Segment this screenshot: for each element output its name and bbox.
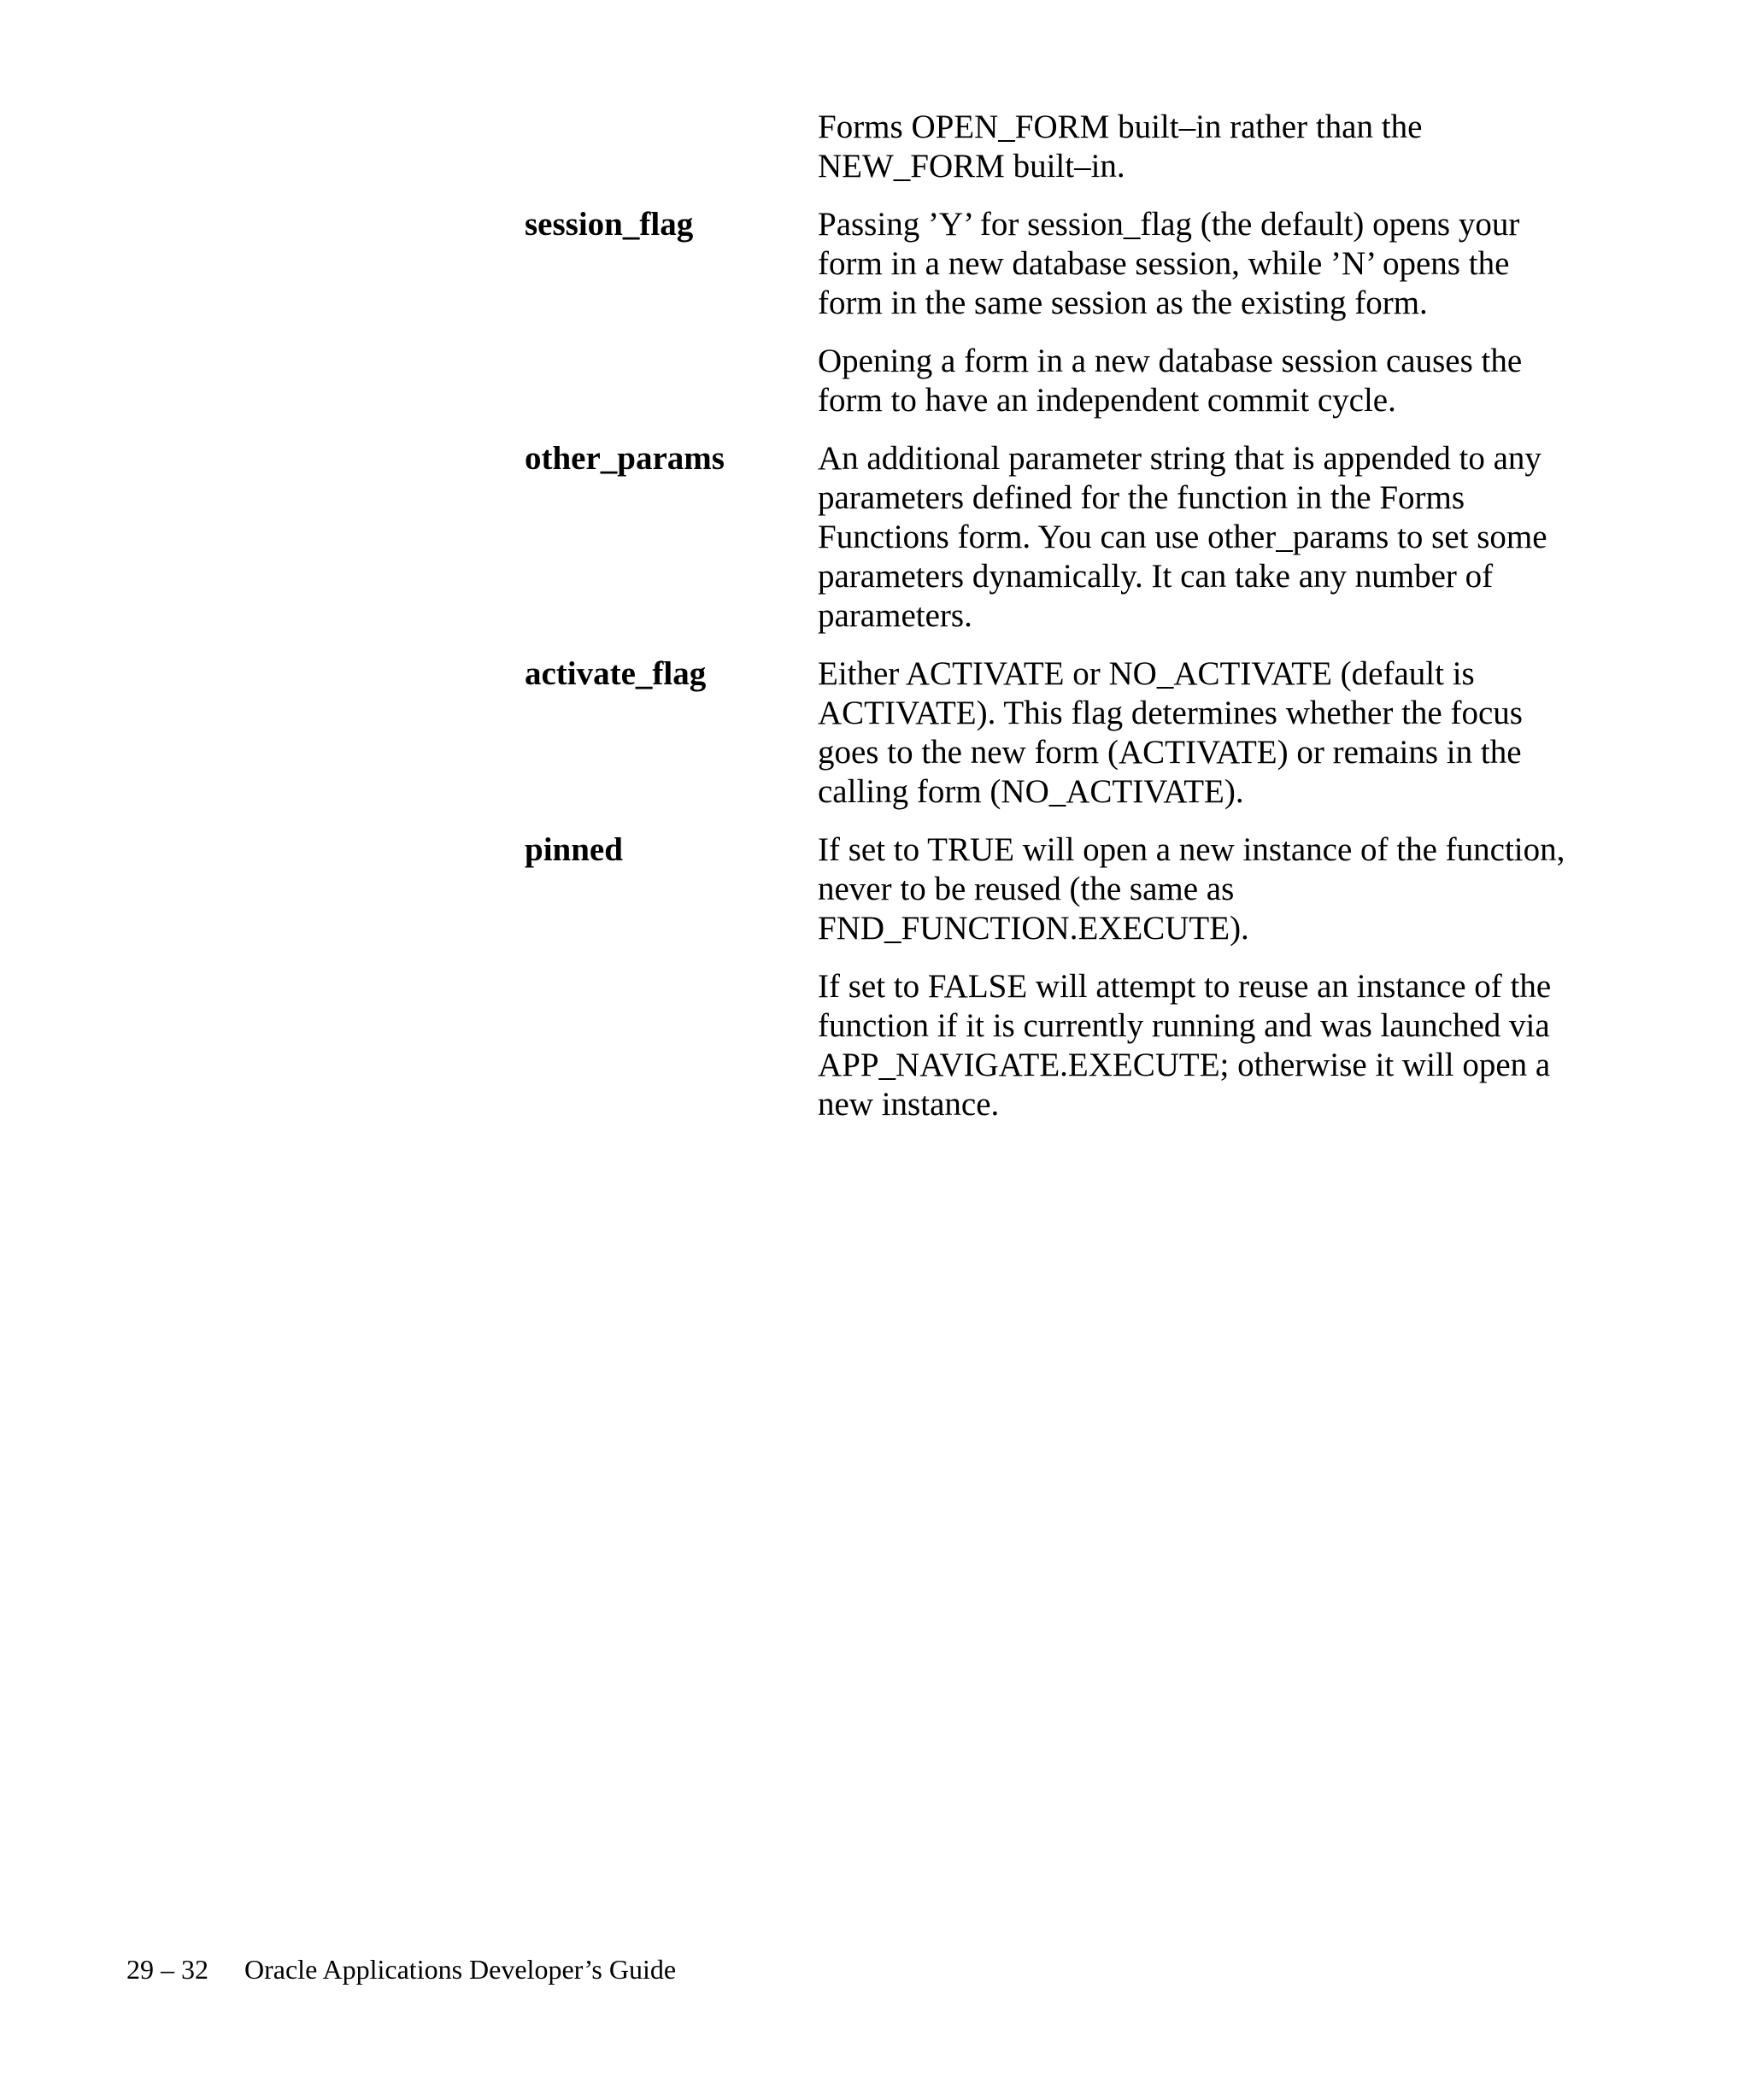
parameter-name: activate_flag — [525, 655, 707, 692]
description-paragraph: Either ACTIVATE or NO_ACTIVATE (default is ACTIVATE). This flag determines whether the focus goes to the new form (ACTIVATE) or remains in the calling form (NO_ACTIVATE). — [818, 655, 1523, 810]
parameter-name: pinned — [525, 831, 623, 868]
parameter-name: other_params — [525, 440, 725, 477]
parameter-entry-continuation — [525, 108, 1567, 186]
parameter-entry-pinned — [525, 830, 1567, 1124]
description-paragraph: Forms OPEN_FORM built–in rather than the NEW_FORM built–in. — [818, 109, 1423, 185]
book-title: Oracle Applications Developer’s Guide — [244, 1954, 677, 1985]
description-paragraph: An additional parameter string that is appended to any parameters defined for the function in the Forms Functions form. You can use other_params to set some parameters dynamically. It can take any number of parameters. — [818, 440, 1547, 634]
parameter-description — [818, 654, 1570, 812]
parameter-entry-other-params — [525, 439, 1567, 636]
parameter-entry-session-flag — [525, 205, 1567, 420]
description-paragraph: If set to TRUE will open a new instance of the function, never to be reused (the same as FND_FUNCTION.EXECUTE). — [818, 831, 1565, 947]
page-number: 29 – 32 — [126, 1954, 208, 1985]
parameter-name: session_flag — [525, 206, 694, 243]
parameter-list — [525, 108, 1567, 1143]
description-paragraph: Opening a form in a new database session causes the form to have an independent commit cycle. — [818, 343, 1523, 419]
parameter-description — [818, 830, 1570, 1124]
parameter-description — [818, 205, 1570, 420]
parameter-entry-activate-flag — [525, 654, 1567, 812]
parameter-description — [818, 439, 1570, 636]
parameter-description — [818, 108, 1570, 186]
description-paragraph: If set to FALSE will attempt to reuse an instance of the function if it is currently running and was launched via APP_NAVIGATE.EXECUTE; otherwise it will open a new instance. — [818, 968, 1552, 1123]
description-paragraph: Passing ’Y’ for session_flag (the default) opens your form in a new database session, while ’N’ opens the form in the same session as the existing form. — [818, 206, 1520, 321]
page-footer — [126, 1952, 676, 1986]
